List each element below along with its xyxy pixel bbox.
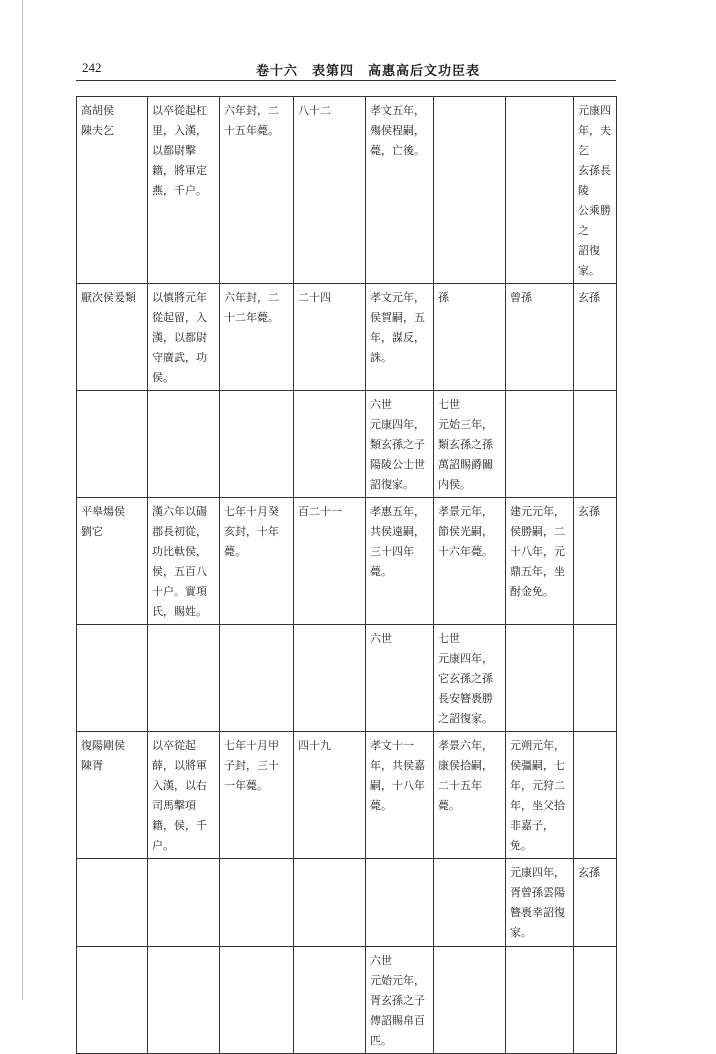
- table-cell: [220, 391, 294, 498]
- cell-text: 七年十月甲 子封，三十 一年薨。: [224, 739, 279, 792]
- table-cell: [294, 859, 366, 947]
- cell-text: 建元元年， 侯勝嗣，二 十八年，元 鼎五年，坐 酎金免。: [510, 505, 565, 598]
- cell-text: 六世 元始元年， 胥玄孫之子 傳詔賜帛百 匹。: [370, 954, 425, 1047]
- table-cell: [434, 732, 506, 859]
- table-cell: [366, 732, 434, 859]
- cell-text: 孝文十一 年，共侯嘉 嗣，十八年 薨。: [370, 739, 425, 812]
- table-cell: [434, 97, 506, 284]
- cell-text: 七世 元始三年， 類玄孫之孫 萬詔賜爵關 内侯。: [438, 398, 493, 491]
- cell-text: 元朔元年， 侯彊嗣，七 年，元狩二 年，坐父拾 非嘉子，免。: [510, 739, 565, 852]
- table-cell: [366, 391, 434, 498]
- cell-text: 以慎將元年 從起留，入 漢，以都尉 守廣武，功 侯。: [152, 291, 207, 384]
- table-row: [77, 284, 617, 391]
- table-cell: [434, 859, 506, 947]
- table-cell: [294, 625, 366, 732]
- table-cell: [77, 732, 148, 859]
- page-header: [76, 58, 616, 80]
- cell-text: 六世: [370, 632, 392, 645]
- table-cell: [220, 625, 294, 732]
- table-cell: [148, 97, 220, 284]
- table-cell: [294, 391, 366, 498]
- table-cell: [574, 391, 617, 498]
- table-cell: [294, 498, 366, 625]
- table-cell: [366, 97, 434, 284]
- table-cell: [220, 97, 294, 284]
- table-cell: [77, 625, 148, 732]
- table-cell: [434, 391, 506, 498]
- table-row: [77, 947, 617, 1054]
- table-cell: [148, 391, 220, 498]
- cell-text: 元康四 年，夫乞 玄孫長陵 公乘勝之 詔復家。: [578, 104, 611, 277]
- table-cell: [294, 732, 366, 859]
- header-rule: [76, 80, 616, 81]
- cell-text: 六年封，二 十二年薨。: [224, 291, 279, 324]
- table-cell: [506, 97, 574, 284]
- table-cell: [77, 97, 148, 284]
- table-cell: [506, 732, 574, 859]
- cell-text: 漢六年以碭 郡長初從， 功比軑侯， 侯，五百八 十户。實項 氏，賜姓。: [152, 505, 207, 618]
- cell-text: 孝惠五年， 共侯遠嗣， 三十四年 薨。: [370, 505, 425, 578]
- table-cell: [506, 284, 574, 391]
- cell-text: 七世 元康四年， 它玄孫之孫 長安簪褭勝 之詔復家。: [438, 632, 493, 725]
- table-cell: [434, 625, 506, 732]
- cell-text: 四十九: [298, 739, 331, 752]
- table-cell: [148, 859, 220, 947]
- cell-text: 孝文五年， 殤侯程嗣， 薨，亡後。: [370, 104, 425, 157]
- cell-text: 以卒從起 薛，以將軍 入漢，以右 司馬擊項 籍，侯，千 户。: [152, 739, 207, 852]
- table-cell: [294, 947, 366, 1054]
- table-cell: [220, 284, 294, 391]
- table-cell: [574, 947, 617, 1054]
- table-cell: [77, 284, 148, 391]
- table-cell: [574, 625, 617, 732]
- table-cell: [366, 625, 434, 732]
- table-row: [77, 732, 617, 859]
- table-cell: [574, 284, 617, 391]
- cell-text: 復陽剛侯 陳胥: [81, 739, 125, 772]
- table-cell: [434, 284, 506, 391]
- cell-text: 玄孫: [578, 505, 600, 518]
- cell-text: 玄孫: [578, 866, 600, 879]
- cell-text: 孝文元年， 侯賀嗣，五 年，謀反， 誅。: [370, 291, 425, 364]
- table-cell: [148, 498, 220, 625]
- table-cell: [220, 947, 294, 1054]
- table-cell: [506, 391, 574, 498]
- table-cell: [294, 284, 366, 391]
- table-cell: [366, 284, 434, 391]
- table-cell: [506, 947, 574, 1054]
- cell-text: 平皋煬侯 劉它: [81, 505, 125, 538]
- table-cell: [434, 947, 506, 1054]
- cell-text: 孝景元年， 節侯光嗣， 十六年薨。: [438, 505, 493, 558]
- cell-text: 孝景六年， 康侯拾嗣， 二十五年 薨。: [438, 739, 493, 812]
- table-cell: [366, 947, 434, 1054]
- table-cell: [148, 732, 220, 859]
- table-cell: [366, 859, 434, 947]
- table-cell: [220, 732, 294, 859]
- table-row: [77, 859, 617, 947]
- table-cell: [434, 498, 506, 625]
- table-cell: [148, 947, 220, 1054]
- table-cell: [148, 625, 220, 732]
- binding-margin-line: [22, 0, 23, 1000]
- noble-table: [76, 96, 617, 1054]
- table-cell: [574, 732, 617, 859]
- cell-text: 百二十一: [298, 505, 342, 518]
- table-cell: [294, 97, 366, 284]
- cell-text: 孫: [438, 291, 449, 304]
- cell-text: 厭次侯爰類: [81, 291, 136, 304]
- table-cell: [506, 625, 574, 732]
- cell-text: 以卒從起杠 里，入漢， 以都尉擊 籍，將軍定 燕，千户。: [152, 104, 207, 197]
- table-cell: [574, 97, 617, 284]
- table-cell: [366, 498, 434, 625]
- table-row: [77, 625, 617, 732]
- table-row: [77, 97, 617, 284]
- table-cell: [574, 498, 617, 625]
- table-row: [77, 391, 617, 498]
- cell-text: 曾孫: [510, 291, 532, 304]
- table-row: [77, 498, 617, 625]
- table-cell: [506, 859, 574, 947]
- table-cell: [77, 859, 148, 947]
- cell-text: 八十二: [298, 104, 331, 117]
- table-cell: [148, 284, 220, 391]
- table-cell: [506, 498, 574, 625]
- table-cell: [220, 859, 294, 947]
- running-title: 卷十六 表第四 高惠高后文功臣表: [256, 64, 481, 79]
- cell-text: 六世 元康四年， 類玄孫之子 陽陵公士世 詔復家。: [370, 398, 425, 491]
- cell-text: 六年封，二 十五年薨。: [224, 104, 279, 137]
- table-cell: [77, 498, 148, 625]
- table-cell: [77, 947, 148, 1054]
- page-number: 242: [82, 60, 102, 75]
- cell-text: 玄孫: [578, 291, 600, 304]
- cell-text: 高胡侯 陳夫乞: [81, 104, 114, 137]
- table-cell: [220, 498, 294, 625]
- cell-text: 七年十月癸 亥封，十年 薨。: [224, 505, 279, 558]
- table-cell: [574, 859, 617, 947]
- cell-text: 二十四: [298, 291, 331, 304]
- cell-text: 元康四年， 胥曾孫雲陽 簪褭幸詔復 家。: [510, 866, 565, 939]
- table-cell: [77, 391, 148, 498]
